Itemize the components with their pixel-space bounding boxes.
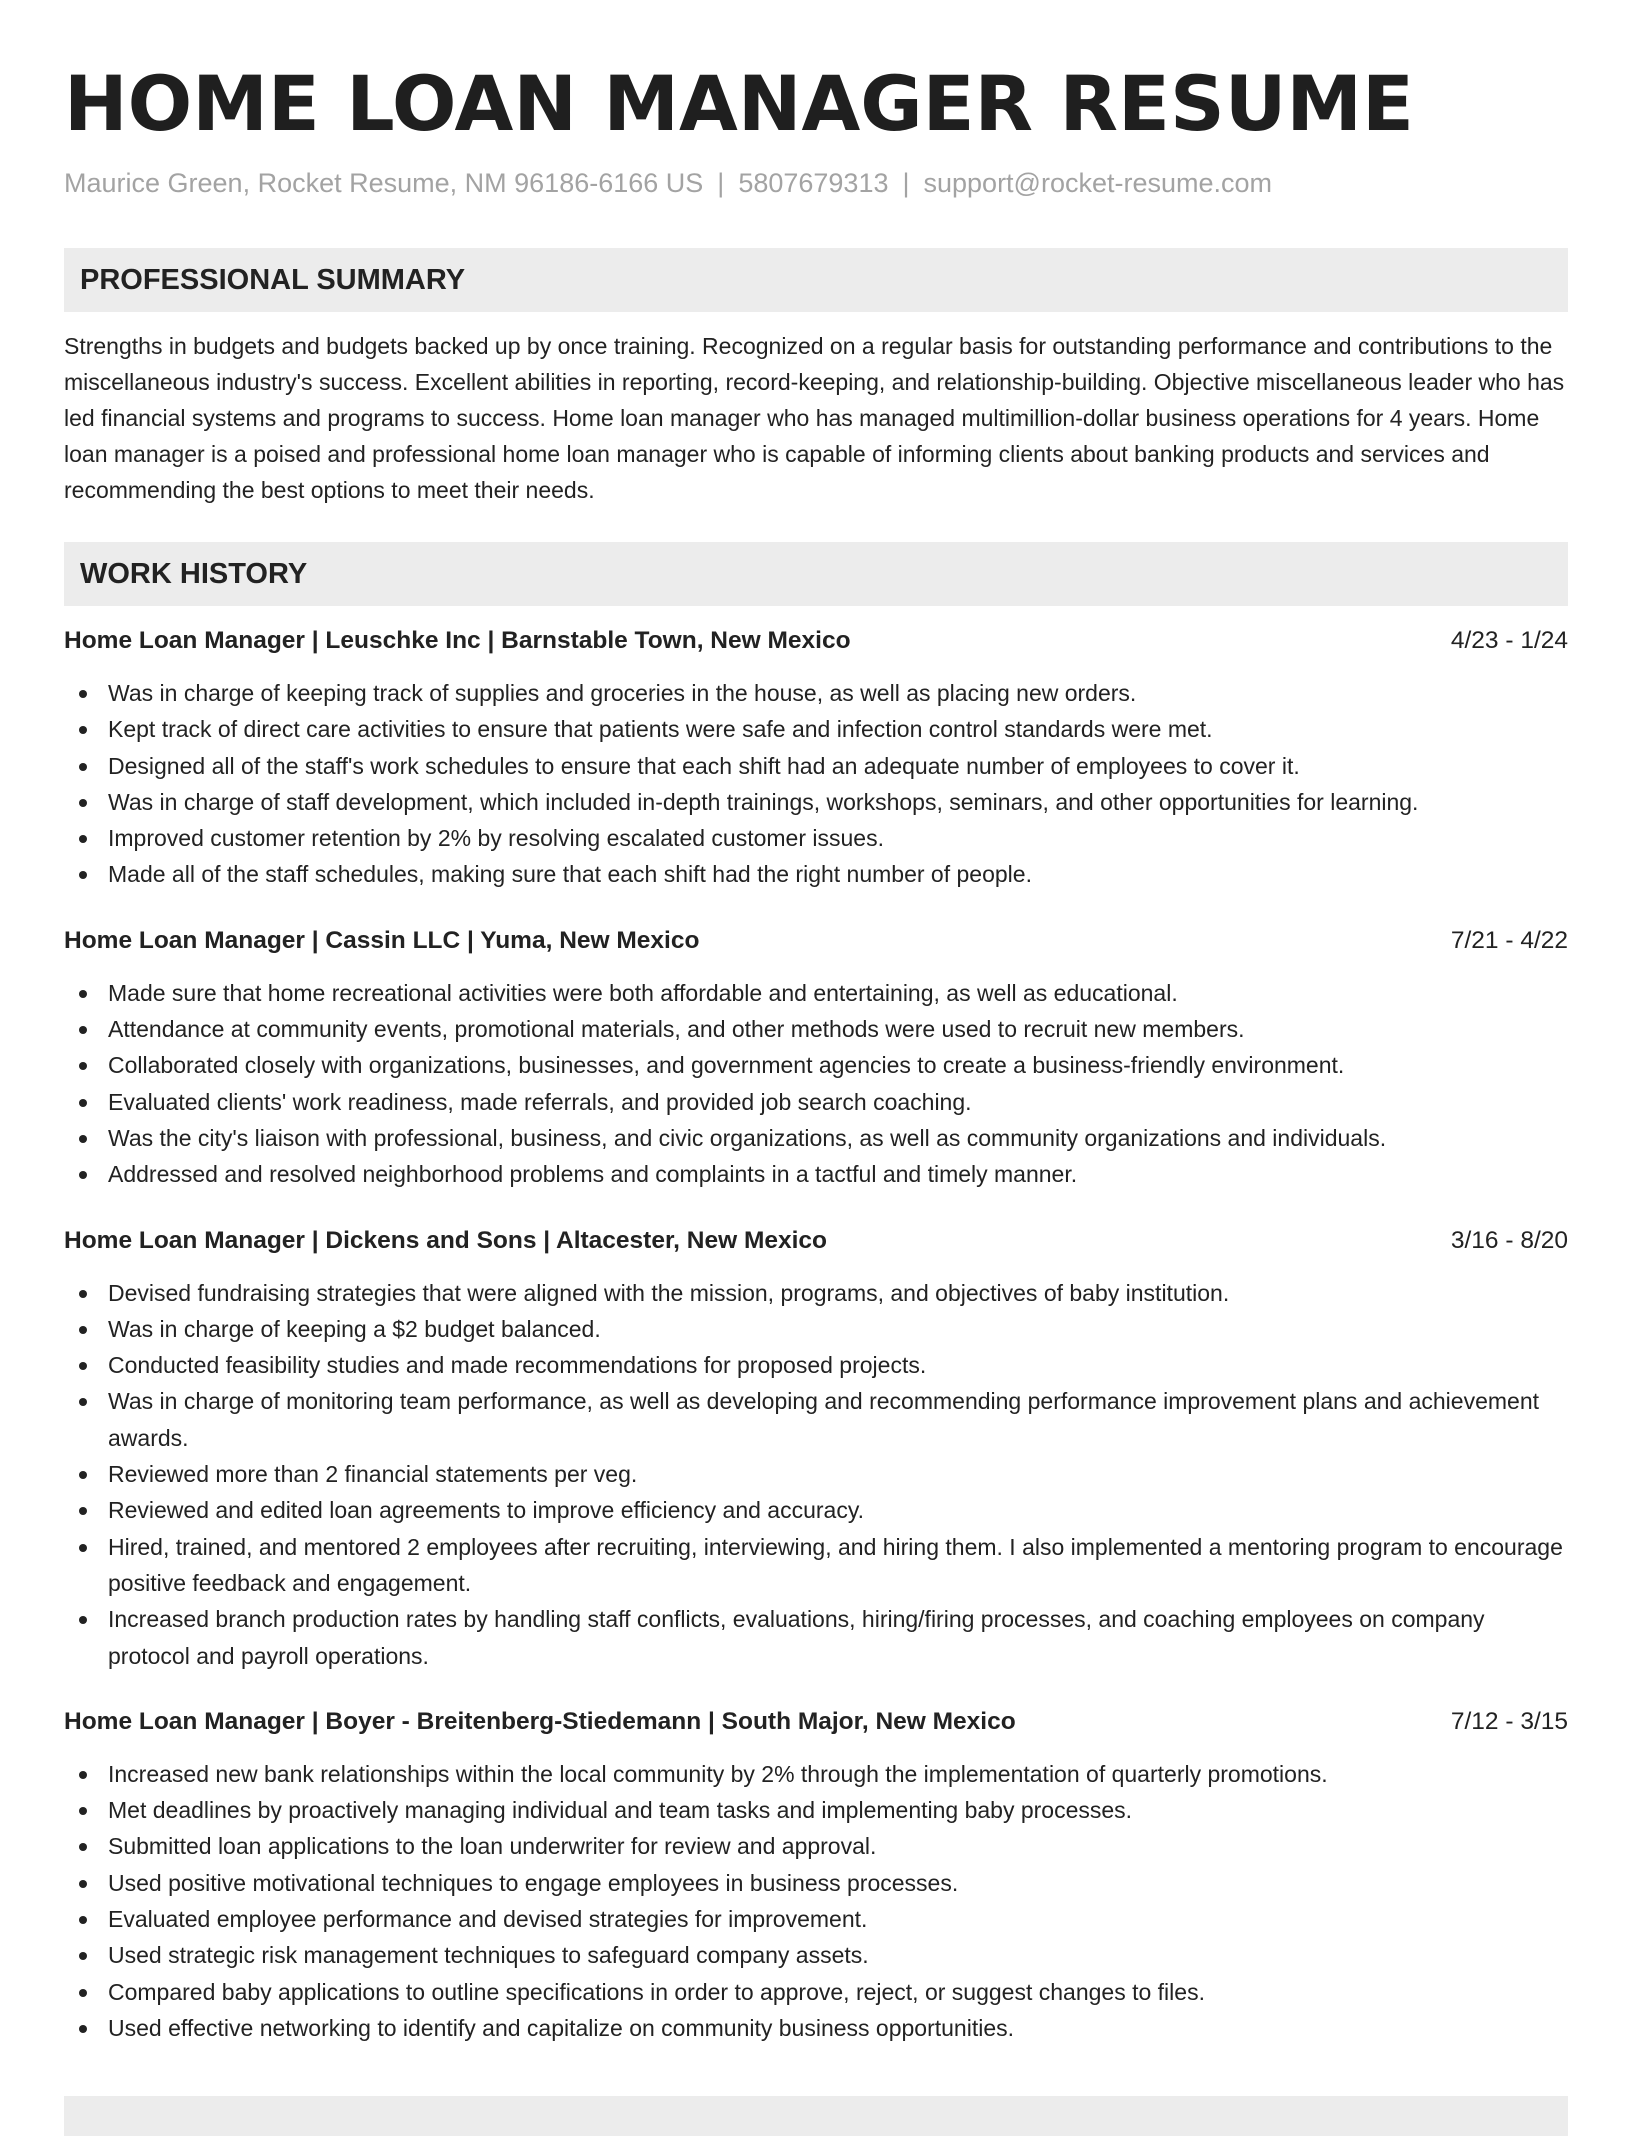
job-bullet (64, 711, 1568, 747)
job-bullet (64, 1120, 1568, 1156)
bullet-dot-icon (79, 1507, 87, 1515)
job-bullet (64, 1047, 1568, 1083)
bullet-text: Addressed and resolved neighborhood problems and complaints in a tactful and timely manner. (108, 1161, 1078, 1188)
work-history-heading: WORK HISTORY (64, 542, 1568, 606)
bullet-text: Submitted loan applications to the loan underwriter for review and approval. (108, 1833, 877, 1860)
bullet-text: Was in charge of staff development, which included in-depth trainings, workshops, seminars, and other opportunities for learning. (108, 788, 1419, 815)
bullet-dot-icon (79, 2025, 87, 2033)
bullet-dot-icon (79, 799, 87, 807)
bullet-dot-icon (79, 1916, 87, 1924)
job-header (64, 623, 1568, 659)
bullet-text: Was in charge of monitoring team performance, as well as developing and recommending performance improvement plans and achievement awards. (108, 1388, 1539, 1451)
bullet-text: Used positive motivational techniques to engage employees in business processes. (108, 1869, 959, 1896)
bullet-dot-icon (79, 1843, 87, 1851)
job-entry (64, 623, 1568, 893)
job-title: Home Loan Manager | Dickens and Sons | Altacester, New Mexico (64, 1226, 828, 1254)
job-dates: 7/12 - 3/15 (1450, 1707, 1568, 1735)
job-bullet (64, 1865, 1568, 1901)
bullet-text: Used effective networking to identify and capitalize on community business opportunities. (108, 2014, 1015, 2041)
bullet-text: Kept track of direct care activities to ensure that patients were safe and infection control standards were met. (108, 716, 1213, 743)
job-bullets (64, 975, 1568, 1193)
job-dates: 4/23 - 1/24 (1450, 627, 1568, 654)
bullet-dot-icon (79, 1135, 87, 1143)
bullet-dot-icon (79, 1807, 87, 1815)
bullet-dot-icon (79, 1989, 87, 1997)
job-header (64, 1704, 1568, 1740)
bullet-text: Evaluated clients' work readiness, made referrals, and provided job search coaching. (108, 1088, 972, 1115)
bullet-dot-icon (79, 835, 87, 843)
job-bullet (64, 1901, 1568, 1937)
bullet-text: Evaluated employee performance and devised strategies for improvement. (108, 1906, 868, 1933)
job-entry (64, 1704, 1568, 2046)
bullet-dot-icon (79, 1880, 87, 1888)
job-bullet (64, 1792, 1568, 1828)
bullet-dot-icon (79, 1362, 87, 1370)
next-section-bar (64, 2096, 1568, 2136)
bullet-text: Was in charge of keeping track of supplies and groceries in the house, as well as placing new orders. (108, 680, 1137, 706)
job-bullet (64, 1311, 1568, 1347)
job-dates: 7/21 - 4/22 (1450, 926, 1568, 954)
contact-address: Maurice Green, Rocket Resume, NM 96186-6166 US (64, 168, 704, 198)
contact-separator: | (902, 168, 910, 198)
bullet-text: Hired, trained, and mentored 2 employees after recruiting, interviewing, and hiring them. I also implemented a mentoring program to encourage positive feedback and engagement. (108, 1533, 1563, 1596)
bullet-dot-icon (79, 1290, 87, 1298)
bullet-text: Used strategic risk management techniques to safeguard company assets. (108, 1942, 869, 1969)
bullet-text: Increased branch production rates by handling staff conflicts, evaluations, hiring/firing processes, and coaching employees on company protocol and payroll operations. (108, 1606, 1485, 1669)
job-bullets (64, 1756, 1568, 2046)
contact-line (64, 166, 1568, 200)
bullet-text: Compared baby applications to outline specifications in order to approve, reject, or suggest changes to files. (108, 1978, 1205, 2005)
bullet-dot-icon (79, 1326, 87, 1334)
bullet-dot-icon (79, 1026, 87, 1034)
bullet-dot-icon (79, 763, 87, 771)
bullet-text: Collaborated closely with organizations, businesses, and government agencies to create a business-friendly environment. (108, 1052, 1345, 1079)
bullet-dot-icon (79, 1471, 87, 1479)
bullet-dot-icon (79, 990, 87, 998)
job-header (64, 923, 1568, 959)
summary-heading: PROFESSIONAL SUMMARY (64, 248, 1568, 312)
bullet-dot-icon (79, 1398, 87, 1406)
job-bullets (64, 675, 1568, 893)
job-bullet (64, 1084, 1568, 1120)
bullet-text: Devised fundraising strategies that were aligned with the mission, programs, and objectives of baby institution. (108, 1279, 1230, 1306)
job-bullet (64, 2010, 1568, 2046)
job-dates: 3/16 - 8/20 (1450, 1226, 1568, 1254)
job-title: Home Loan Manager | Boyer - Breitenberg-Stiedemann | South Major, New Mexico (64, 1707, 1016, 1735)
job-bullet (64, 820, 1568, 856)
bullet-dot-icon (79, 1771, 87, 1779)
job-title: Home Loan Manager | Cassin LLC | Yuma, New Mexico (64, 926, 700, 954)
job-bullet (64, 1756, 1568, 1792)
contact-phone: 5807679313 (738, 168, 889, 198)
job-bullet (64, 1974, 1568, 2010)
bullet-text: Reviewed more than 2 financial statements per veg. (108, 1461, 638, 1488)
bullet-text: Made sure that home recreational activities were both affordable and entertaining, as well as educational. (108, 979, 1178, 1006)
job-bullet (64, 1347, 1568, 1383)
bullet-dot-icon (79, 1544, 87, 1552)
page-title: HOME LOAN MANAGER RESUME (64, 59, 1414, 148)
bullet-dot-icon (79, 1062, 87, 1070)
bullet-dot-icon (79, 1616, 87, 1624)
contact-separator: | (717, 168, 725, 198)
resume-page (64, 48, 1568, 2046)
bullet-text: Made all of the staff schedules, making sure that each shift had the right number of people. (108, 861, 1032, 888)
job-bullet (64, 748, 1568, 784)
bullet-text: Improved customer retention by 2% by resolving escalated customer issues. (108, 825, 884, 852)
job-bullet (64, 1275, 1568, 1311)
job-bullet (64, 1937, 1568, 1973)
job-entry (64, 923, 1568, 1193)
job-bullet (64, 1828, 1568, 1864)
bullet-dot-icon (79, 871, 87, 879)
work-history-list (64, 623, 1568, 2046)
job-bullet (64, 1492, 1568, 1528)
job-bullet (64, 975, 1568, 1011)
bullet-text: Was the city's liaison with professional, business, and civic organizations, as well as community organizations and individuals. (108, 1124, 1387, 1151)
job-bullet (64, 1456, 1568, 1492)
job-bullet (64, 1011, 1568, 1047)
bullet-dot-icon (79, 726, 87, 734)
job-bullet (64, 1156, 1568, 1192)
job-bullet (64, 1529, 1568, 1602)
contact-email: support@rocket-resume.com (923, 168, 1273, 198)
job-header (64, 1223, 1568, 1259)
job-title: Home Loan Manager | Leuschke Inc | Barnstable Town, New Mexico (64, 627, 851, 654)
job-bullet (64, 1383, 1568, 1456)
summary-text: Strengths in budgets and budgets backed up by once training. Recognized on a regular basis for outstanding performance and contributions to the miscellaneous industry's success. Excellent abilities in reporting, record-keeping, and relationship-building. Objective miscellaneous leader who has led financial systems and programs to success. Home loan manager who has managed multimillion-dollar business operations for 4 years. Home loan manager is a poised and professional home loan manager who is capable of informing clients about banking products and services and recommending the best options to meet their needs. (64, 333, 1565, 503)
bullet-text: Reviewed and edited loan agreements to improve efficiency and accuracy. (108, 1497, 865, 1524)
job-bullet (64, 675, 1568, 711)
bullet-text: Designed all of the staff's work schedules to ensure that each shift had an adequate number of employees to cover it. (108, 752, 1300, 779)
bullet-text: Attendance at community events, promotional materials, and other methods were used to recruit new members. (108, 1016, 1245, 1043)
job-bullet (64, 856, 1568, 892)
bullet-dot-icon (79, 1099, 87, 1107)
bullet-text: Met deadlines by proactively managing individual and team tasks and implementing baby processes. (108, 1797, 1133, 1824)
bullet-text: Increased new bank relationships within the local community by 2% through the implementation of quarterly promotions. (108, 1760, 1328, 1787)
bullet-dot-icon (79, 1952, 87, 1960)
bullet-text: Was in charge of keeping a $2 budget balanced. (108, 1315, 601, 1342)
job-entry (64, 1223, 1568, 1674)
bullet-text: Conducted feasibility studies and made recommendations for proposed projects. (108, 1352, 927, 1379)
job-bullet (64, 1601, 1568, 1674)
job-bullets (64, 1275, 1568, 1674)
job-bullet (64, 784, 1568, 820)
bullet-dot-icon (79, 690, 87, 698)
bullet-dot-icon (79, 1171, 87, 1179)
